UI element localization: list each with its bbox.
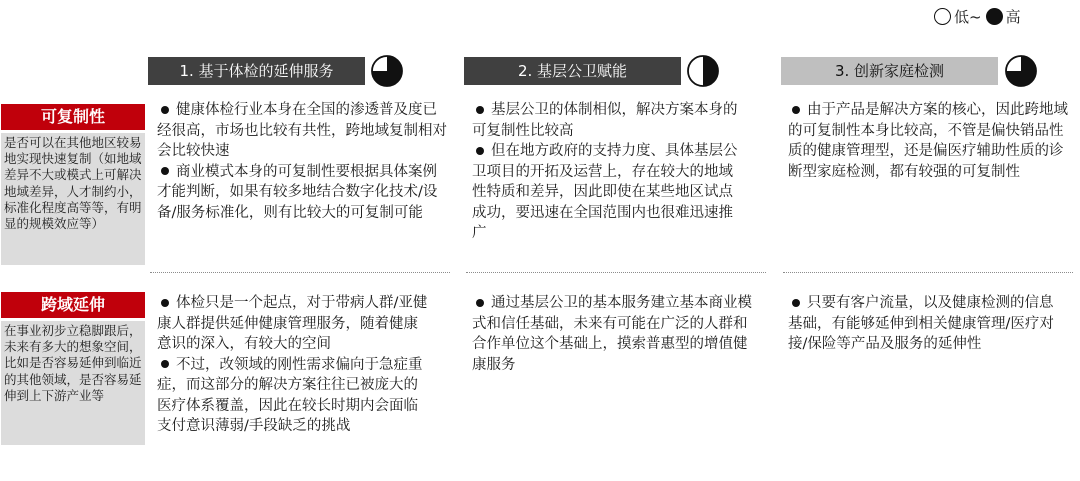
legend-low-label: 低~ <box>954 8 982 26</box>
rating-pie-icon <box>370 54 404 88</box>
bullet-item: 只要有客户流量，以及健康检测的信息基础，有能够延伸到相关健康管理/医疗对接/保险等产品及服务的延伸性 <box>788 295 1054 352</box>
row-desc-extension: 在事业初步立稳脚跟后，未来有多大的想象空间，比如是否容易延伸到临近的其他领域，是否容易延伸到上下游产业等 <box>1 321 145 445</box>
bullet-item: 但在地方政府的支持力度、具体基层公卫项目的开拓及运营上，存在较大的地域性特质和差异，因此即使在某些地区试点成功，要迅速在全国范围内也很难迅速推广 <box>472 143 738 241</box>
row-desc-replicability: 是否可以在其他地区较易地实现快速复制（如地域差异不大或模式上可解决地域差异，人才制约小，标准化程度高等等，有明显的规模效应等） <box>1 133 145 265</box>
bullet-icon <box>476 147 484 155</box>
cell-r2-c1 <box>157 293 429 437</box>
row-separator <box>150 272 450 273</box>
cell-r1-c3 <box>788 100 1068 182</box>
bullet-item: 由于产品是解决方案的核心，因此跨地域的可复制性本身比较高，不管是偏快销品性质的健康管理型，还是偏医疗辅助性质的诊断型家庭检测，都有较强的可复制性 <box>788 102 1068 180</box>
bullet-icon <box>792 299 800 307</box>
column-header-2: 2. 基层公卫赋能 <box>464 57 681 85</box>
bullet-icon <box>161 299 169 307</box>
bullet-icon <box>161 106 169 114</box>
cell-r2-c3 <box>788 293 1060 355</box>
bullet-item: 通过基层公卫的基本服务建立基本商业模式和信任基础，未来有可能在广泛的人群和合作单位这个基础上，摸索普惠型的增值健康服务 <box>472 295 752 373</box>
empty-circle-icon <box>934 8 951 25</box>
bullet-item: 不过，改领域的刚性需求偏向于急症重症，而这部分的解决方案往往已被庞大的医疗体系覆盖，因此在较长时期内会面临支付意识薄弱/手段缺乏的挑战 <box>157 356 423 434</box>
bullet-item: 商业模式本身的可复制性要根据具体案例才能判断，如果有较多地结合数字化技术/设备/服务标准化，则有比较大的可复制可能 <box>157 163 438 221</box>
bullet-icon <box>792 106 800 114</box>
cell-r1-c1 <box>157 100 449 223</box>
bullet-icon <box>476 299 484 307</box>
column-header-1: 1. 基于体检的延伸服务 <box>148 57 365 85</box>
row-separator <box>783 272 1073 273</box>
row-title-replicability: 可复制性 <box>1 104 145 130</box>
rating-legend <box>934 6 1025 27</box>
bullet-icon <box>161 167 169 175</box>
bullet-item: 体检只是一个起点，对于带病人群/亚健康人群提供延伸健康管理服务，随着健康意识的深入，有较大的空间 <box>157 295 428 352</box>
bullet-item: 健康体检行业本身在全国的渗透普及度已经很高，市场也比较有共性，跨地域复制相对会比较快速 <box>157 102 447 159</box>
cell-r1-c2 <box>472 100 744 244</box>
legend-high-label: 高 <box>1005 8 1021 26</box>
row-title-extension: 跨域延伸 <box>1 292 145 318</box>
filled-circle-icon <box>986 8 1003 25</box>
bullet-icon <box>476 106 484 114</box>
row-separator <box>466 272 766 273</box>
column-header-3: 3. 创新家庭检测 <box>781 57 998 85</box>
bullet-item: 基层公卫的体制相似，解决方案本身的可复制性比较高 <box>472 102 738 139</box>
cell-r2-c2 <box>472 293 754 375</box>
rating-pie-icon <box>1004 54 1038 88</box>
bullet-icon <box>161 360 169 368</box>
rating-pie-icon <box>686 54 720 88</box>
